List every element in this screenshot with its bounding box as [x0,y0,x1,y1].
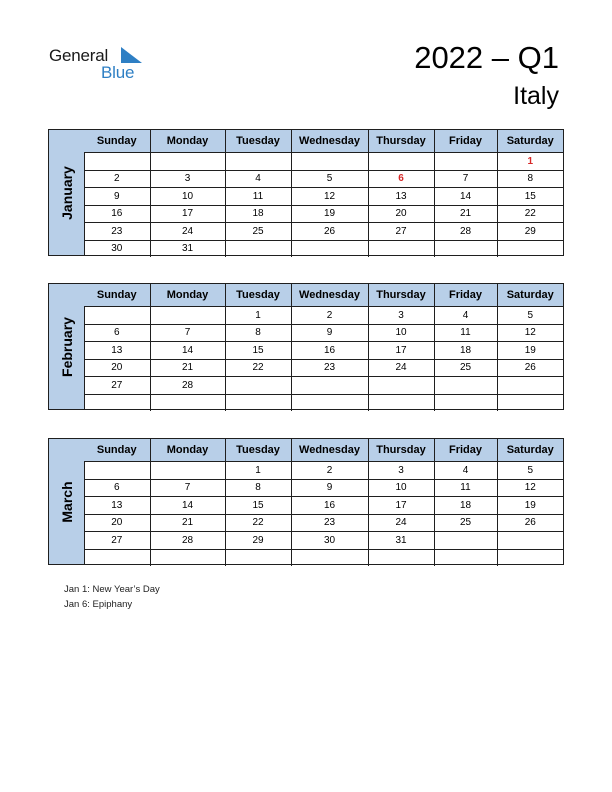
weekday-header-row [84,439,563,462]
day-cell: 4 [434,462,497,480]
day-cell: 14 [434,188,497,206]
day-cell: 12 [291,188,368,206]
day-cell: 25 [434,359,497,377]
day-cell: 15 [225,497,291,515]
day-cell [497,240,563,257]
day-cell [497,394,563,411]
day-cell: 21 [150,514,225,532]
day-cell: 14 [150,497,225,515]
day-cell [291,377,368,395]
day-cell [150,462,225,480]
weekday-header-row [84,284,563,307]
day-cell: 20 [84,514,150,532]
month-label-bar [49,439,85,564]
month-calendar-february [48,283,564,410]
day-cell: 16 [84,205,150,223]
weekday-header: Sunday [84,439,150,462]
day-cell: 9 [84,188,150,206]
weekday-header-row [84,130,563,153]
month-grid [84,284,563,411]
week-row [84,307,563,325]
day-cell: 6 [84,479,150,497]
day-cell: 26 [291,223,368,241]
day-cell: 8 [497,170,563,188]
day-cell: 19 [497,342,563,360]
month-calendar-january [48,129,564,256]
day-cell: 30 [291,532,368,550]
day-cell: 1 [497,153,563,171]
day-cell: 10 [368,479,434,497]
month-grid [84,439,563,566]
weekday-header: Wednesday [291,284,368,307]
day-cell: 18 [225,205,291,223]
weekday-header: Sunday [84,130,150,153]
day-cell: 21 [434,205,497,223]
week-row [84,324,563,342]
day-cell: 4 [434,307,497,325]
weekday-header: Tuesday [225,439,291,462]
day-cell: 27 [368,223,434,241]
day-cell: 21 [150,359,225,377]
day-cell: 20 [84,359,150,377]
weekday-header: Thursday [368,439,434,462]
day-cell: 23 [291,359,368,377]
holiday-note: Jan 6: Epiphany [64,598,133,610]
day-cell: 15 [225,342,291,360]
day-cell [434,532,497,550]
day-cell [150,549,225,566]
day-cell [368,153,434,171]
month-name: January [58,165,75,220]
day-cell: 11 [225,188,291,206]
day-cell [497,549,563,566]
day-cell: 2 [84,170,150,188]
weekday-header: Sunday [84,284,150,307]
day-cell: 23 [291,514,368,532]
weekday-header: Thursday [368,130,434,153]
holiday-notes [64,583,160,612]
month-name: February [58,316,75,377]
day-cell [225,394,291,411]
week-row [84,170,563,188]
day-cell: 26 [497,359,563,377]
day-cell [225,240,291,257]
weekday-header: Monday [150,439,225,462]
month-label-bar [49,130,85,255]
day-cell: 28 [434,223,497,241]
weekday-header: Wednesday [291,439,368,462]
day-cell: 11 [434,479,497,497]
day-cell [84,394,150,411]
day-cell: 19 [291,205,368,223]
weekday-header: Monday [150,130,225,153]
brand-logo [49,46,149,82]
day-cell: 22 [225,514,291,532]
day-cell [291,394,368,411]
week-row [84,223,563,241]
day-cell: 29 [225,532,291,550]
week-row [84,188,563,206]
week-row [84,377,563,395]
day-cell [291,153,368,171]
day-cell [84,307,150,325]
day-cell: 10 [150,188,225,206]
month-calendar-march [48,438,564,565]
day-cell [84,549,150,566]
day-cell: 5 [497,307,563,325]
week-row [84,205,563,223]
day-cell [368,394,434,411]
day-cell: 13 [368,188,434,206]
day-cell: 11 [434,324,497,342]
day-cell: 17 [368,342,434,360]
week-row [84,342,563,360]
day-cell [368,377,434,395]
day-cell: 12 [497,324,563,342]
month-name: March [58,480,75,523]
day-cell: 2 [291,462,368,480]
day-cell [497,532,563,550]
week-row [84,462,563,480]
weekday-header: Monday [150,284,225,307]
day-cell [225,549,291,566]
day-cell: 29 [497,223,563,241]
day-cell [150,153,225,171]
day-cell: 22 [225,359,291,377]
page-title: 2022 – Q1 [414,40,559,75]
week-row [84,549,563,566]
day-cell: 20 [368,205,434,223]
week-row [84,514,563,532]
month-grid [84,130,563,257]
day-cell: 4 [225,170,291,188]
weekday-header: Friday [434,439,497,462]
day-cell: 6 [84,324,150,342]
week-row [84,359,563,377]
day-cell [434,549,497,566]
day-cell: 28 [150,532,225,550]
day-cell: 16 [291,342,368,360]
day-cell: 31 [150,240,225,257]
day-cell [225,153,291,171]
logo-triangle-icon [121,47,142,63]
day-cell: 18 [434,342,497,360]
day-cell: 28 [150,377,225,395]
weekday-header: Saturday [497,284,563,307]
week-row [84,394,563,411]
week-row [84,532,563,550]
week-row [84,240,563,257]
day-cell: 1 [225,462,291,480]
day-cell: 3 [368,307,434,325]
day-cell: 13 [84,342,150,360]
week-row [84,479,563,497]
day-cell: 19 [497,497,563,515]
day-cell: 25 [225,223,291,241]
day-cell: 5 [291,170,368,188]
month-label-bar [49,284,85,409]
day-cell: 27 [84,532,150,550]
day-cell [84,462,150,480]
day-cell: 22 [497,205,563,223]
day-cell [497,377,563,395]
day-cell [150,307,225,325]
day-cell: 26 [497,514,563,532]
weekday-header: Friday [434,130,497,153]
day-cell: 8 [225,324,291,342]
day-cell: 30 [111,243,123,255]
day-cell: 24 [368,359,434,377]
day-cell: 31 [368,532,434,550]
day-cell: 3 [368,462,434,480]
day-cell [84,153,150,171]
day-cell: 16 [291,497,368,515]
day-cell [434,240,497,257]
day-cell: 9 [291,324,368,342]
day-cell: 7 [434,170,497,188]
weekday-header: Saturday [497,439,563,462]
day-cell [434,394,497,411]
weekday-header: Saturday [497,130,563,153]
week-row [84,153,563,171]
weekday-header: Tuesday [225,130,291,153]
weekday-header: Friday [434,284,497,307]
day-cell: 2 [291,307,368,325]
day-cell: 10 [368,324,434,342]
day-cell [368,240,434,257]
day-cell: 12 [497,479,563,497]
day-cell [291,240,368,257]
day-cell [225,377,291,395]
day-cell: 15 [497,188,563,206]
day-cell: 7 [150,479,225,497]
week-row [84,497,563,515]
day-cell: 7 [150,324,225,342]
day-cell: 14 [150,342,225,360]
day-cell: 3 [150,170,225,188]
logo-text-general: General [49,46,109,65]
logo-text-blue: Blue [101,63,135,82]
day-cell: 25 [434,514,497,532]
day-cell: 13 [84,497,150,515]
day-cell [291,549,368,566]
day-cell: 17 [368,497,434,515]
weekday-header: Thursday [368,284,434,307]
day-cell [368,549,434,566]
day-cell: 6 [368,170,434,188]
holiday-note: Jan 1: New Year’s Day [64,584,160,595]
day-cell [434,153,497,171]
weekday-header: Wednesday [291,130,368,153]
day-cell [150,394,225,411]
day-cell [434,377,497,395]
day-cell: 18 [434,497,497,515]
day-cell: 23 [84,223,150,241]
day-cell: 5 [497,462,563,480]
day-cell: 9 [291,479,368,497]
day-cell: 27 [84,377,150,395]
day-cell: 8 [225,479,291,497]
weekday-header: Tuesday [225,284,291,307]
day-cell: 1 [225,307,291,325]
country-name: Italy [513,82,559,110]
day-cell: 17 [150,205,225,223]
day-cell: 24 [368,514,434,532]
day-cell: 24 [150,223,225,241]
